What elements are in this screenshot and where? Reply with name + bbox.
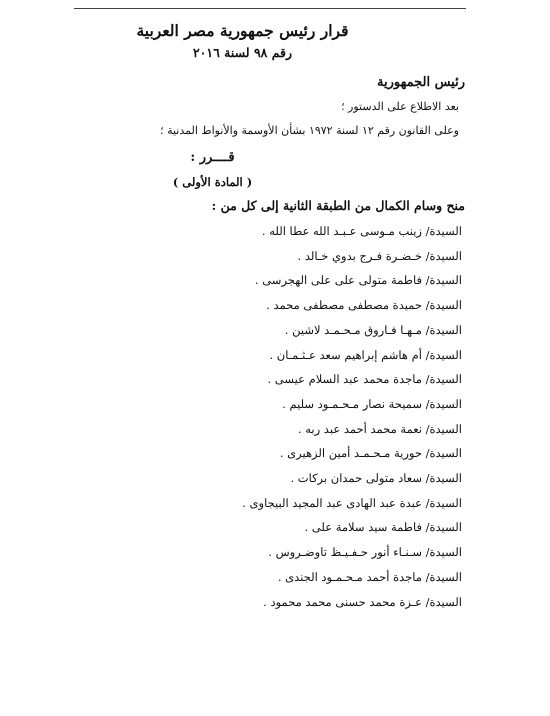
recipient-item	[20, 540, 465, 565]
recipient-item	[20, 343, 465, 368]
recipient-name: نعمة محمد أحمد عبد ربه .	[297, 421, 422, 436]
recipient-prefix: السيدة/	[425, 520, 462, 535]
grant-line: منح وسام الكمال من الطبقة الثانية إلى كل من :	[211, 198, 465, 213]
recipient-item	[20, 491, 465, 516]
recipient-item	[20, 590, 465, 615]
recipient-item	[20, 441, 465, 466]
recipient-name: سميحة نصار مـحـمـود سليم .	[282, 396, 422, 411]
recipient-name: زينب مـوسى عـبـد الله عطا الله .	[261, 224, 422, 238]
recipient-item	[20, 515, 465, 540]
recipient-name: فاطمة متولى على على الهجرسى .	[254, 273, 422, 288]
recipient-prefix: السيدة/	[425, 322, 462, 337]
recipient-prefix: السيدة/	[425, 273, 462, 288]
recipient-prefix: السيدة/	[425, 545, 462, 560]
decree-document	[20, 18, 465, 614]
recipient-name: أم هاشم إبراهيم سعد عـثـمـان .	[269, 347, 422, 362]
document-title: قرار رئيس جمهورية مصر العربية	[136, 21, 349, 40]
recipient-name: حورية مـحـمـد أمين الزهيرى .	[279, 446, 422, 461]
recipient-name: سعاد متولى حمدان بركات .	[290, 471, 422, 486]
recipient-item	[20, 318, 465, 343]
recipient-name: خـضـرة فـرج بدوي خـالد .	[297, 248, 422, 263]
recipient-item	[20, 466, 465, 491]
recipient-item	[20, 293, 465, 318]
recipient-name: ماجدة محمد عبد السلام عيسى .	[267, 372, 422, 387]
recipient-item	[20, 219, 465, 244]
recipient-name: مـهـا فـاروق مـحـمـد لاشين .	[284, 322, 422, 337]
recipient-name: حميدة مصطفى مصطفى محمد .	[266, 298, 422, 313]
top-rule	[74, 8, 466, 9]
issuer-heading: رئيس الجمهورية	[377, 75, 465, 90]
recipient-name: عبدة عبد الهادى عبد المجيد البيجاوى .	[242, 495, 422, 510]
recipient-item	[20, 367, 465, 392]
recipient-list	[20, 219, 465, 614]
recipient-prefix: السيدة/	[425, 248, 462, 263]
recipient-prefix: السيدة/	[425, 569, 462, 584]
recipient-prefix: السيدة/	[425, 446, 462, 461]
recipient-item	[20, 417, 465, 442]
decree-word: قــــرر :	[190, 150, 235, 165]
recipient-name: فاطمة سيد سلامة على .	[304, 520, 422, 535]
recipient-prefix: السيدة/	[425, 347, 462, 362]
recipient-item	[20, 392, 465, 417]
decree-number: رقم ٩٨ لسنة ٢٠١٦	[192, 45, 293, 60]
preamble-line: بعد الاطلاع على الدستور ؛	[341, 100, 459, 113]
recipient-prefix: السيدة/	[425, 471, 462, 486]
recipient-name: عـزة محمد حسنى محمد محمود .	[263, 594, 422, 609]
recipient-prefix: السيدة/	[425, 372, 462, 387]
recipient-prefix: السيدة/	[425, 396, 462, 411]
article-heading: ( المادة الأولى )	[172, 175, 253, 189]
recipient-prefix: السيدة/	[425, 224, 462, 238]
recipient-prefix: السيدة/	[425, 298, 462, 313]
recipient-item	[20, 565, 465, 590]
recipient-name: سـنـاء أنور حـفـيـظ تاوضـروس .	[268, 545, 422, 560]
recipient-prefix: السيدة/	[425, 594, 462, 609]
recipient-prefix: السيدة/	[425, 421, 462, 436]
recipient-name: ماجدة أحمد مـحـمـود الجندى .	[277, 569, 422, 584]
recipient-item	[20, 268, 465, 293]
preamble-line: وعلى القانون رقم ١٢ لسنة ١٩٧٢ بشأن الأوسمة والأنواط المدنية ؛	[160, 124, 459, 137]
recipient-prefix: السيدة/	[425, 495, 462, 510]
recipient-item	[20, 244, 465, 269]
